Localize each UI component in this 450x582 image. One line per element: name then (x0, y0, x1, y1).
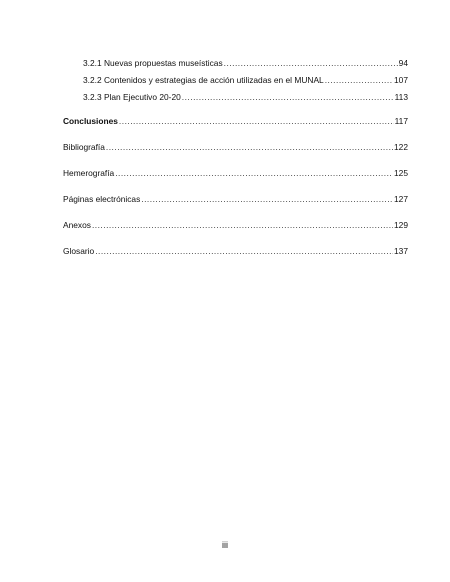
toc-entry-label: 3.2.1 Nuevas propuestas museísticas (83, 58, 223, 68)
dot-leader (141, 194, 393, 204)
toc-entry-label: Conclusiones (63, 116, 118, 126)
toc-entry-paginas-electronicas (63, 194, 408, 204)
toc-entry-label: Bibliografía (63, 142, 105, 152)
table-of-contents (63, 58, 408, 272)
toc-entry-label: 3.2.3 Plan Ejecutivo 20-20 (83, 92, 181, 102)
toc-entry-glosario (63, 246, 408, 256)
toc-entry-label: 3.2.2 Contenidos y estrategias de acción utilizadas en el MUNAL (83, 75, 324, 85)
dot-leader (95, 246, 393, 256)
dot-leader (115, 168, 393, 178)
toc-entry-hemerografia (63, 168, 408, 178)
toc-entry-label: Páginas electrónicas (63, 194, 141, 204)
dot-leader (119, 116, 394, 126)
dot-leader (325, 75, 393, 85)
toc-entry-page: 129 (394, 220, 408, 230)
dot-leader (182, 92, 394, 102)
toc-entry-3-2-3 (83, 92, 408, 102)
toc-entry-bibliografia (63, 142, 408, 152)
toc-entry-page: 122 (394, 142, 408, 152)
dot-leader (92, 220, 393, 230)
dot-leader (224, 58, 398, 68)
toc-entry-page: 137 (394, 246, 408, 256)
toc-entry-anexos (63, 220, 408, 230)
toc-entry-page: 113 (394, 92, 408, 102)
toc-entry-label: Glosario (63, 246, 95, 256)
toc-entry-3-2-2 (83, 75, 408, 85)
toc-entry-page: 94 (398, 58, 408, 68)
toc-entry-page: 127 (394, 194, 408, 204)
toc-entry-label: Anexos (63, 220, 91, 230)
page-number: iii (222, 540, 228, 550)
toc-entry-page: 107 (394, 75, 408, 85)
toc-entry-page: 125 (394, 168, 408, 178)
toc-entry-3-2-1 (83, 58, 408, 68)
toc-entry-conclusiones (63, 116, 408, 126)
toc-entry-page: 117 (394, 116, 408, 126)
dot-leader (106, 142, 393, 152)
toc-entry-label: Hemerografía (63, 168, 115, 178)
